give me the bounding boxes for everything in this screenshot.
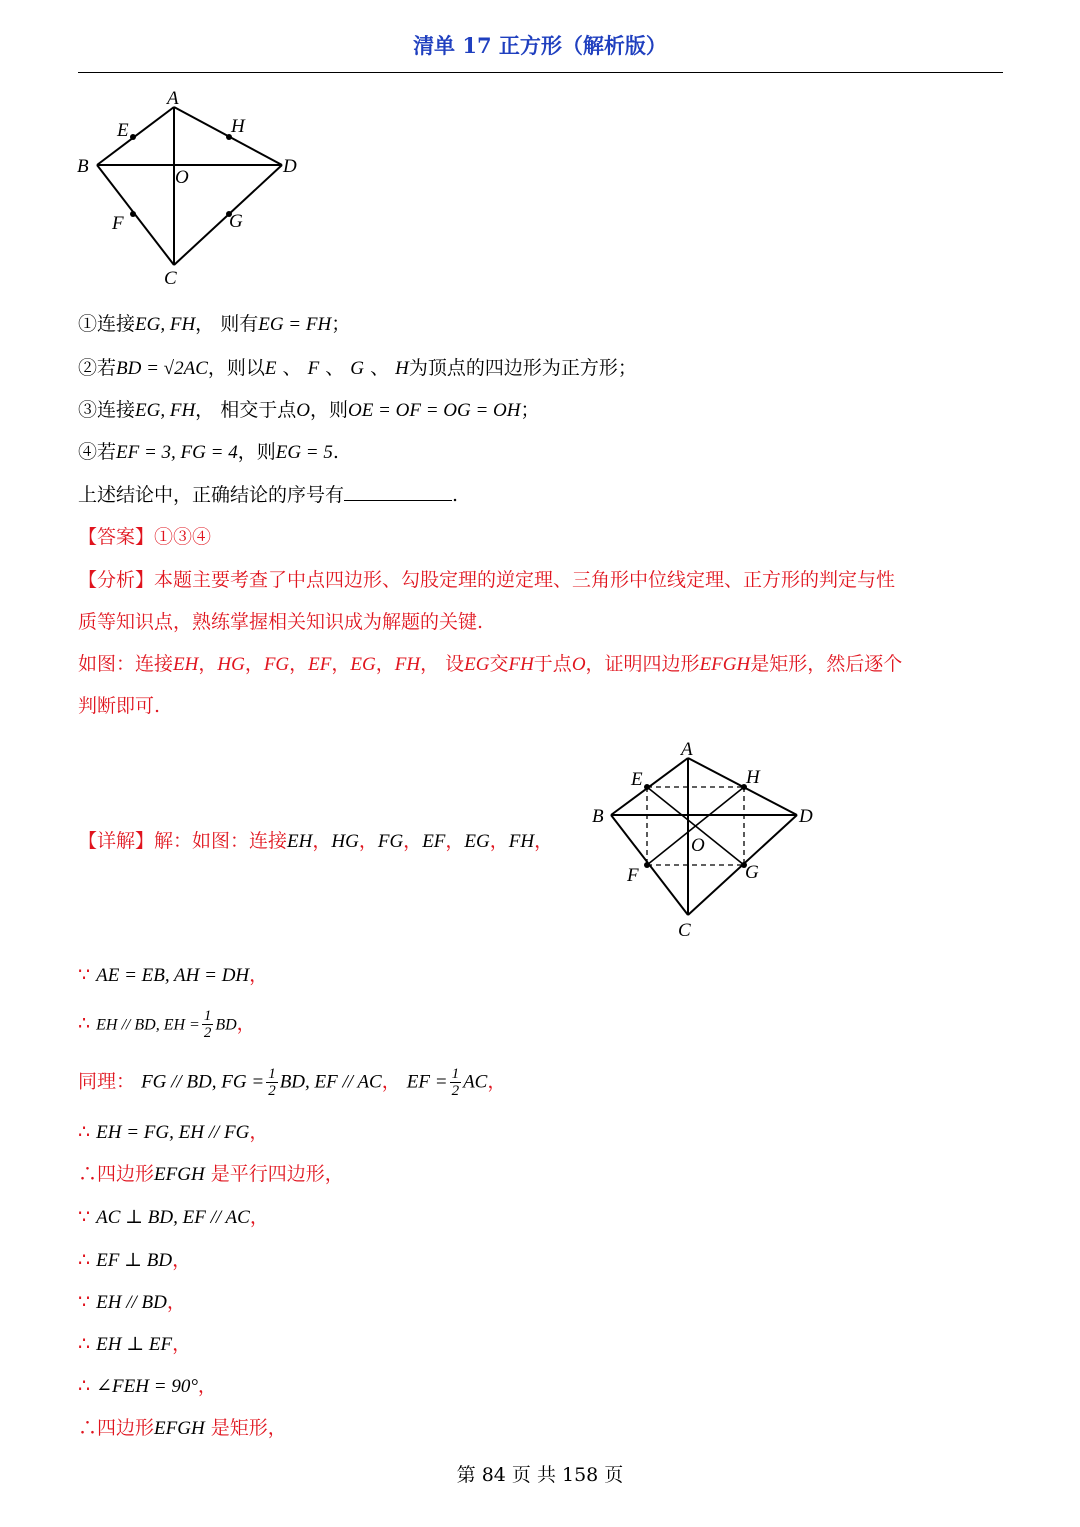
figure-2-midpoint-quadrilateral [585, 735, 825, 945]
detail-intro: 【详解】解：如图：连接EH，HG，FG，EF，EG，FH， [78, 830, 554, 852]
header-divider [78, 72, 1003, 73]
label-g: G [745, 862, 759, 883]
label-f: F [627, 865, 639, 886]
question-line: 上述结论中，正确结论的序号有 . [78, 484, 459, 506]
label-o: O [691, 835, 705, 856]
label-h: H [231, 116, 245, 137]
detail-step-9: ∴ EH ⊥ EF， [78, 1333, 192, 1355]
analysis-line-1: 【分析】本题主要考查了中点四边形、勾股定理的逆定理、三角形中位线定理、正方形的判定与性 [78, 569, 896, 591]
page-footer: 第 84 页 共 158 页 [456, 1464, 624, 1486]
analysis-line-2: 质等知识点，熟练掌握相关知识成为解题的关键. [78, 611, 484, 633]
detail-step-3: 同理： FG // BD, FG = $\frac{1}{2}$ BD, EF // AC， EF = $\frac{1}{2}$ AC， [78, 1066, 507, 1099]
statement-2: ②若BD = √2AC，则以E 、 F 、 G 、 H为顶点的四边形为正方形； [78, 357, 637, 379]
label-d: D [283, 156, 297, 177]
statement-1: ①连接EG, FH， 则有EG = FH； [78, 313, 351, 335]
label-b: B [77, 156, 89, 177]
label-a: A [167, 88, 179, 109]
answer-line: 【答案】①③④ [78, 526, 212, 548]
label-b: B [592, 806, 604, 827]
label-f: F [112, 213, 124, 234]
page-header-title: 清单 17 正方形（解析版） [413, 33, 667, 58]
point-f [130, 211, 136, 217]
analysis-line-3: 如图：连接EH，HG，FG，EF，EG，FH， 设EG交FH于点O，证明四边形EFGH是矩形，然后逐个 [78, 653, 903, 675]
detail-step-6: ∵ AC ⊥ BD, EF // AC， [78, 1206, 269, 1228]
label-d: D [799, 806, 813, 827]
label-o: O [175, 167, 189, 188]
detail-step-8: ∵ EH // BD， [78, 1291, 186, 1313]
detail-step-7: ∴ EF ⊥ BD， [78, 1249, 192, 1271]
label-c: C [678, 920, 691, 941]
label-h: H [746, 767, 760, 788]
answer-blank [344, 482, 452, 501]
detail-step-5: ∴四边形EFGH 是平行四边形， [78, 1163, 344, 1185]
label-a: A [681, 739, 693, 760]
detail-step-2: ∴ EH // BD, EH = $\frac{1}{2}$ BD， [78, 1008, 256, 1041]
detail-step-4: ∴ EH = FG, EH // FG， [78, 1121, 269, 1143]
label-c: C [164, 268, 177, 289]
analysis-line-4: 判断即可. [78, 695, 161, 717]
figure-1-kite-diagram [70, 85, 310, 290]
statement-3: ③连接EG, FH， 相交于点O，则OE = OF = OG = OH； [78, 399, 540, 421]
label-e: E [631, 769, 643, 790]
detail-step-1: ∵ AE = EB, AH = DH， [78, 964, 269, 986]
label-e: E [117, 120, 129, 141]
detail-step-11: ∴四边形EFGH 是矩形， [78, 1417, 287, 1439]
detail-step-10: ∴ ∠FEH = 90°， [78, 1375, 217, 1397]
point-e [130, 134, 136, 140]
label-g: G [229, 211, 243, 232]
statement-4: ④若EF = 3, FG = 4，则EG = 5. [78, 441, 339, 463]
